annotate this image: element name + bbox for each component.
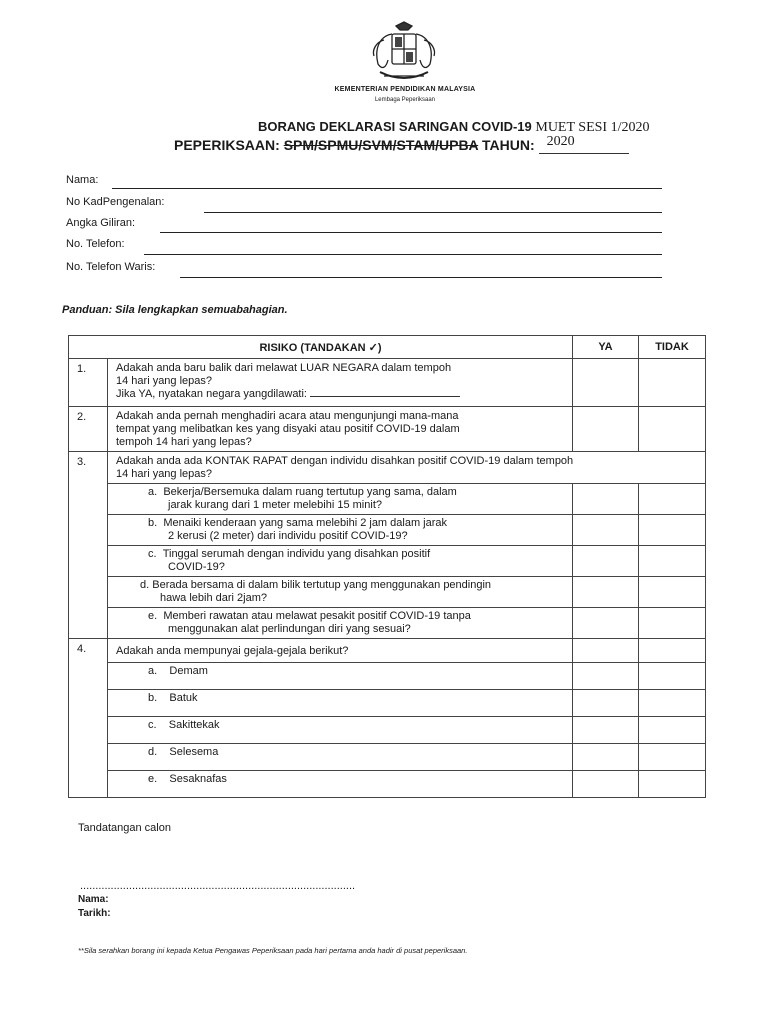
q1-text xyxy=(108,359,573,407)
q1-line3-text: Jika YA, nyatakan negara yangdilawati: xyxy=(116,388,307,400)
q4c-ya-cell[interactable] xyxy=(573,717,639,744)
table-row xyxy=(69,484,706,515)
q3e-label: e. xyxy=(148,610,158,622)
q4d-ya-cell[interactable] xyxy=(573,744,639,771)
q3d-label: d. xyxy=(140,579,150,591)
q3-line1: Adakah anda ada KONTAK RAPAT dengan individu disahkan positif COVID-19 dalam tempoh xyxy=(116,455,574,467)
q4d-label: d. xyxy=(148,746,158,758)
q4b-tidak-cell[interactable] xyxy=(639,690,706,717)
q2-number: 2. xyxy=(69,407,108,452)
q3-text xyxy=(108,452,706,484)
q3a-line1 xyxy=(148,486,566,499)
q2-line2: tempat yang melibatkan kes yang disyaki atau positif COVID-19 dalam xyxy=(116,423,460,435)
table-row xyxy=(69,407,706,452)
form-title xyxy=(258,119,649,136)
q4c-text xyxy=(108,717,573,744)
q3b-line1 xyxy=(148,517,566,530)
q2-line3: tempoh 14 hari yang lepas? xyxy=(116,436,252,448)
q3c-l2: COVID-19? xyxy=(168,561,225,573)
field-telefon-waris-line[interactable] xyxy=(180,277,662,278)
field-telefon-waris-label: No. Telefon Waris: xyxy=(66,261,156,273)
q4e-text xyxy=(108,771,573,798)
q4-ya-cell[interactable] xyxy=(573,639,639,663)
q3d-line1 xyxy=(140,579,566,592)
q2-tidak-cell[interactable] xyxy=(639,407,706,452)
q1-line1: Adakah anda baru balik dari melawat LUAR NEGARA dalam tempoh xyxy=(116,362,452,374)
q4a-value: Demam xyxy=(169,665,208,677)
q3a-l1: Bekerja/Bersemuka dalam ruang tertutup yang sama, dalam xyxy=(163,486,457,498)
q4b-ya-cell[interactable] xyxy=(573,690,639,717)
q3c-l1: Tinggal serumah dengan individu yang disahkan positif xyxy=(162,548,431,560)
handwritten-session: MUET SESI 1/2020 xyxy=(535,120,650,135)
field-angka-label: Angka Giliran: xyxy=(66,217,136,229)
q1-ya-cell[interactable] xyxy=(573,359,639,407)
q3e-l1: Memberi rawatan atau melawat pesakit positif COVID-19 tanpa xyxy=(163,610,471,622)
q3e-ya-cell[interactable] xyxy=(573,608,639,639)
q3a-ya-cell[interactable] xyxy=(573,484,639,515)
exam-line xyxy=(174,134,629,156)
q4e-tidak-cell[interactable] xyxy=(639,771,706,798)
q3e-line1 xyxy=(148,610,566,623)
q4d-tidak-cell[interactable] xyxy=(639,744,706,771)
q4b-label: b. xyxy=(148,692,158,704)
year-value: 2020 xyxy=(546,134,575,149)
q3-line2: 14 hari yang lepas? xyxy=(116,468,213,480)
q4a-text xyxy=(108,663,573,690)
field-ic-line[interactable] xyxy=(204,212,662,213)
header-ya: YA xyxy=(573,336,639,359)
q3e-l2: menggunakan alat perlindungan diri yang sesuai? xyxy=(168,623,411,635)
table-row xyxy=(69,359,706,407)
q4-line1: Adakah anda mempunyai gejala-gejala berikut? xyxy=(116,645,349,657)
table-row xyxy=(69,608,706,639)
q4-number: 4. xyxy=(69,639,108,798)
table-row xyxy=(69,452,706,484)
field-nama-line[interactable] xyxy=(112,188,662,189)
q3c-ya-cell[interactable] xyxy=(573,546,639,577)
q3b-l1: Menaiki kenderaan yang sama melebihi 2 jam dalam jarak xyxy=(163,517,448,529)
q4d-text xyxy=(108,744,573,771)
table-row xyxy=(69,744,706,771)
q1-number: 1. xyxy=(69,359,108,407)
q4a-label: a. xyxy=(148,665,158,677)
field-telefon-label: No. Telefon: xyxy=(66,238,125,250)
table-row xyxy=(69,771,706,798)
q1-line3 xyxy=(116,388,566,401)
q4c-value: Sakittekak xyxy=(168,719,220,731)
q3b-tidak-cell[interactable] xyxy=(639,515,706,546)
q4a-tidak-cell[interactable] xyxy=(639,663,706,690)
year-field[interactable] xyxy=(539,135,629,154)
signature-label: Tandatangan calon xyxy=(78,822,171,834)
q4c-label: c. xyxy=(148,719,157,731)
field-ic-label: No KadPengenalan: xyxy=(66,196,165,208)
q4d-value: Selesema xyxy=(169,746,219,758)
risk-table xyxy=(68,335,706,798)
q4c-tidak-cell[interactable] xyxy=(639,717,706,744)
q3a-l2: jarak kurang dari 1 meter melebihi 15 minit? xyxy=(168,499,382,511)
q3c-label: c. xyxy=(148,548,157,560)
q3a-label: a. xyxy=(148,486,158,498)
instructions: Panduan: Sila lengkapkan semuabahagian. xyxy=(62,304,288,316)
q3-number: 3. xyxy=(69,452,108,639)
q3d-text xyxy=(108,577,573,608)
table-header-row xyxy=(69,336,706,359)
field-nama-label: Nama: xyxy=(66,174,99,186)
q3c-text xyxy=(108,546,573,577)
form-title-text: BORANG DEKLARASI SARINGAN COVID-19 xyxy=(258,119,532,134)
q4-tidak-cell[interactable] xyxy=(639,639,706,663)
table-row xyxy=(69,515,706,546)
table-row xyxy=(69,690,706,717)
q3c-tidak-cell[interactable] xyxy=(639,546,706,577)
q3d-tidak-cell[interactable] xyxy=(639,577,706,608)
q3b-text xyxy=(108,515,573,546)
q3e-tidak-cell[interactable] xyxy=(639,608,706,639)
q3d-l2: hawa lebih dari 2jam? xyxy=(160,592,268,604)
q2-text xyxy=(108,407,573,452)
signature-name-label: Nama: xyxy=(78,894,109,905)
table-row xyxy=(69,663,706,690)
table-row xyxy=(69,546,706,577)
q4e-ya-cell[interactable] xyxy=(573,771,639,798)
q3b-l2: 2 kerusi (2 meter) dari individu positif COVID-19? xyxy=(168,530,408,542)
q3d-ya-cell[interactable] xyxy=(573,577,639,608)
q1-country-field[interactable] xyxy=(310,396,460,397)
table-row xyxy=(69,717,706,744)
malaysia-crest-logo xyxy=(366,20,442,84)
ministry-name: KEMENTERIAN PENDIDIKAN MALAYSIA xyxy=(334,86,476,93)
exam-label: PEPERIKSAAN: xyxy=(174,137,280,153)
header-risk: RISIKO (TANDAKAN ✓) xyxy=(69,336,573,359)
q1-line2: 14 hari yang lepas? xyxy=(116,375,213,387)
footnote: **Sila serahkan borang ini kepada Ketua Pengawas Peperiksaan pada hari pertama anda hadir di pusat peperiksaan. xyxy=(78,946,468,955)
field-angka-line[interactable] xyxy=(160,232,662,233)
q4e-label: e. xyxy=(148,773,158,785)
q3b-ya-cell[interactable] xyxy=(573,515,639,546)
signature-line[interactable]: .......................................................................................... xyxy=(80,880,356,892)
q1-tidak-cell[interactable] xyxy=(639,359,706,407)
q3b-label: b. xyxy=(148,517,158,529)
field-telefon-line[interactable] xyxy=(144,254,662,255)
q4b-value: Batuk xyxy=(169,692,198,704)
q4-text xyxy=(108,639,573,663)
q4a-ya-cell[interactable] xyxy=(573,663,639,690)
header-tidak: TIDAK xyxy=(639,336,706,359)
q2-ya-cell[interactable] xyxy=(573,407,639,452)
exam-options: SPM/SPMU/SVM/STAM/UPBA xyxy=(283,137,479,153)
q3c-line1 xyxy=(148,548,566,561)
year-label: TAHUN: xyxy=(482,137,535,153)
q2-line1: Adakah anda pernah menghadiri acara atau mengunjungi mana-mana xyxy=(116,410,459,422)
q3a-text xyxy=(108,484,573,515)
table-row xyxy=(69,639,706,663)
signature-date-label: Tarikh: xyxy=(78,908,111,919)
q3a-tidak-cell[interactable] xyxy=(639,484,706,515)
q4e-value: Sesaknafas xyxy=(169,773,227,785)
q3d-l1: Berada bersama di dalam bilik tertutup yang menggunakan pendingin xyxy=(152,579,492,591)
q3e-text xyxy=(108,608,573,639)
agency-name: Lembaga Peperiksaan xyxy=(374,97,436,103)
table-row xyxy=(69,577,706,608)
q4b-text xyxy=(108,690,573,717)
